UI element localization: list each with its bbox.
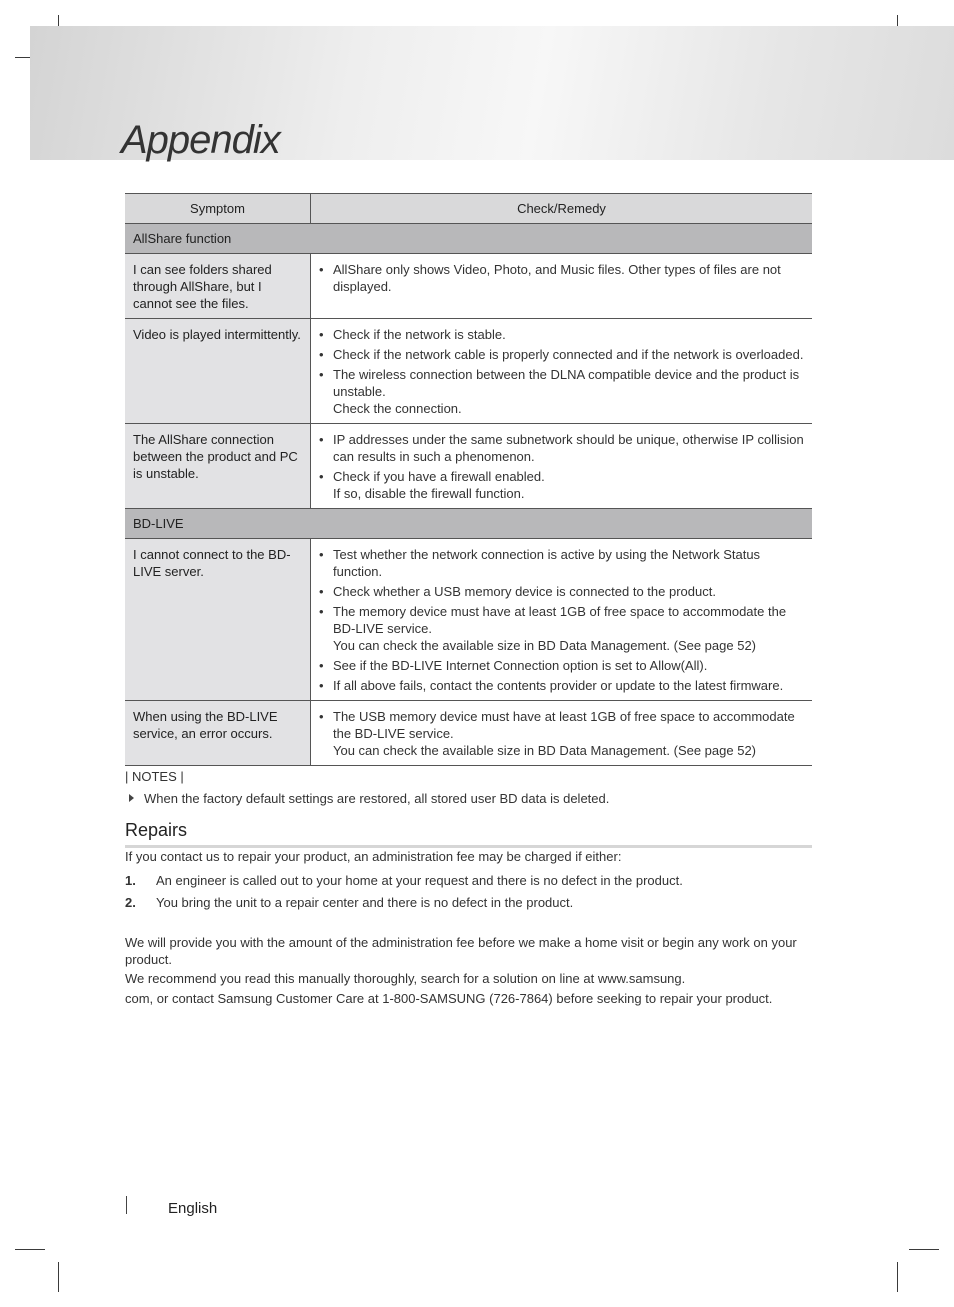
- remedy-item: [318, 346, 804, 363]
- symptom-cell: When using the BD-LIVE service, an error occurs.: [125, 701, 311, 766]
- remedy-item: [318, 431, 804, 465]
- remedy-item: [318, 677, 804, 694]
- table-section-row: [125, 509, 812, 539]
- remedy-item: [318, 366, 804, 417]
- bullet-icon: •: [319, 327, 324, 342]
- column-header-check-remedy: Check/Remedy: [311, 194, 813, 224]
- remedy-item: [318, 546, 804, 580]
- repairs-intro: If you contact us to repair your product, an administration fee may be charged if either:: [125, 849, 622, 864]
- bullet-icon: •: [319, 709, 324, 724]
- note-text: When the factory default settings are restored, all stored user BD data is deleted.: [144, 791, 610, 806]
- bullet-icon: •: [319, 678, 324, 693]
- remedy-cell: [311, 319, 813, 424]
- remedy-item: [318, 468, 804, 502]
- list-text: You bring the unit to a repair center and there is no defect in the product.: [156, 895, 574, 910]
- remedy-item: [318, 326, 804, 343]
- footer-language: English: [168, 1200, 218, 1217]
- remedy-extra-text: You can check the available size in BD Data Management. (See page 52): [333, 743, 757, 758]
- table-section-row: [125, 224, 812, 254]
- section-title: AllShare function: [125, 224, 812, 254]
- symptom-cell: I cannot connect to the BD-LIVE server.: [125, 539, 311, 701]
- notes-label: | NOTES |: [125, 769, 184, 784]
- bullet-icon: •: [319, 604, 324, 619]
- list-number: 2.: [125, 895, 136, 910]
- bullet-icon: •: [319, 262, 324, 277]
- bullet-icon: •: [319, 347, 324, 362]
- remedy-extra-text: If so, disable the firewall function.: [333, 486, 525, 501]
- remedy-text: If all above fails, contact the contents provider or update to the latest firmware.: [333, 678, 784, 693]
- remedy-text: The wireless connection between the DLNA compatible device and the product is unstable.: [333, 367, 800, 399]
- crop-mark: [897, 1262, 898, 1292]
- table-header-row: [125, 194, 812, 224]
- table-body: [125, 224, 812, 766]
- symptom-cell: I can see folders shared through AllShare, but I cannot see the files.: [125, 254, 311, 319]
- remedy-text: Check whether a USB memory device is connected to the product.: [333, 584, 716, 599]
- remedy-extra-text: You can check the available size in BD Data Management. (See page 52): [333, 638, 757, 653]
- remedy-item: [318, 261, 804, 295]
- bullet-icon: •: [319, 469, 324, 484]
- remedy-item: [318, 708, 804, 759]
- remedy-text: Test whether the network connection is active by using the Network Status function.: [333, 547, 761, 579]
- paragraph-recommend-line-1: We recommend you read this manually thoroughly, search for a solution on line at www.samsung.: [125, 971, 686, 986]
- remedy-cell: [311, 701, 813, 766]
- list-number: 1.: [125, 873, 136, 888]
- remedy-cell: [311, 424, 813, 509]
- symptom-cell: Video is played intermittently.: [125, 319, 311, 424]
- remedy-list: [318, 326, 804, 417]
- crop-mark: [58, 1262, 59, 1292]
- footer-divider: [126, 1196, 127, 1214]
- remedy-text: Check if the network cable is properly connected and if the network is overloaded.: [333, 347, 804, 362]
- remedy-cell: [311, 539, 813, 701]
- remedy-item: [318, 583, 804, 600]
- symptom-cell: The AllShare connection between the product and PC is unstable.: [125, 424, 311, 509]
- remedy-list: [318, 546, 804, 694]
- section-heading-repairs: Repairs: [125, 820, 812, 848]
- remedy-text: The USB memory device must have at least 1GB of free space to accommodate the BD-LIVE service.: [333, 709, 795, 741]
- bullet-icon: •: [319, 584, 324, 599]
- crop-mark: [15, 1249, 45, 1250]
- table-row: [125, 701, 812, 766]
- table-row: [125, 424, 812, 509]
- remedy-text: Check if you have a firewall enabled.: [333, 469, 545, 484]
- remedy-extra-text: Check the connection.: [333, 401, 462, 416]
- table-row: [125, 319, 812, 424]
- remedy-text: Check if the network is stable.: [333, 327, 506, 342]
- remedy-text: AllShare only shows Video, Photo, and Music files. Other types of files are not displayed.: [333, 262, 781, 294]
- table-row: [125, 254, 812, 319]
- troubleshooting-table: [125, 193, 812, 766]
- list-text: An engineer is called out to your home at your request and there is no defect in the product.: [156, 873, 683, 888]
- arrow-bullet-icon: [129, 794, 134, 802]
- bullet-icon: •: [319, 547, 324, 562]
- remedy-text: The memory device must have at least 1GB of free space to accommodate the BD-LIVE service.: [333, 604, 787, 636]
- paragraph-recommend-line-2: com, or contact Samsung Customer Care at 1-800-SAMSUNG (726-7864) before seeking to repair your product.: [125, 991, 773, 1006]
- column-header-symptom: Symptom: [125, 194, 311, 224]
- remedy-list: [318, 431, 804, 502]
- remedy-list: [318, 708, 804, 759]
- bullet-icon: •: [319, 432, 324, 447]
- bullet-icon: •: [319, 658, 324, 673]
- remedy-text: See if the BD-LIVE Internet Connection option is set to Allow(All).: [333, 658, 708, 673]
- crop-mark: [909, 1249, 939, 1250]
- remedy-list: [318, 261, 804, 295]
- bullet-icon: •: [319, 367, 324, 382]
- paragraph-admin-fee: We will provide you with the amount of the administration fee before we make a home visit or begin any work on your product.: [125, 935, 797, 967]
- remedy-item: [318, 603, 804, 654]
- remedy-cell: [311, 254, 813, 319]
- table-row: [125, 539, 812, 701]
- page-title: Appendix: [121, 118, 280, 162]
- note-item: [125, 791, 609, 806]
- section-title: BD-LIVE: [125, 509, 812, 539]
- remedy-item: [318, 657, 804, 674]
- remedy-text: IP addresses under the same subnetwork should be unique, otherwise IP collision can results in such a phenomenon.: [333, 432, 804, 464]
